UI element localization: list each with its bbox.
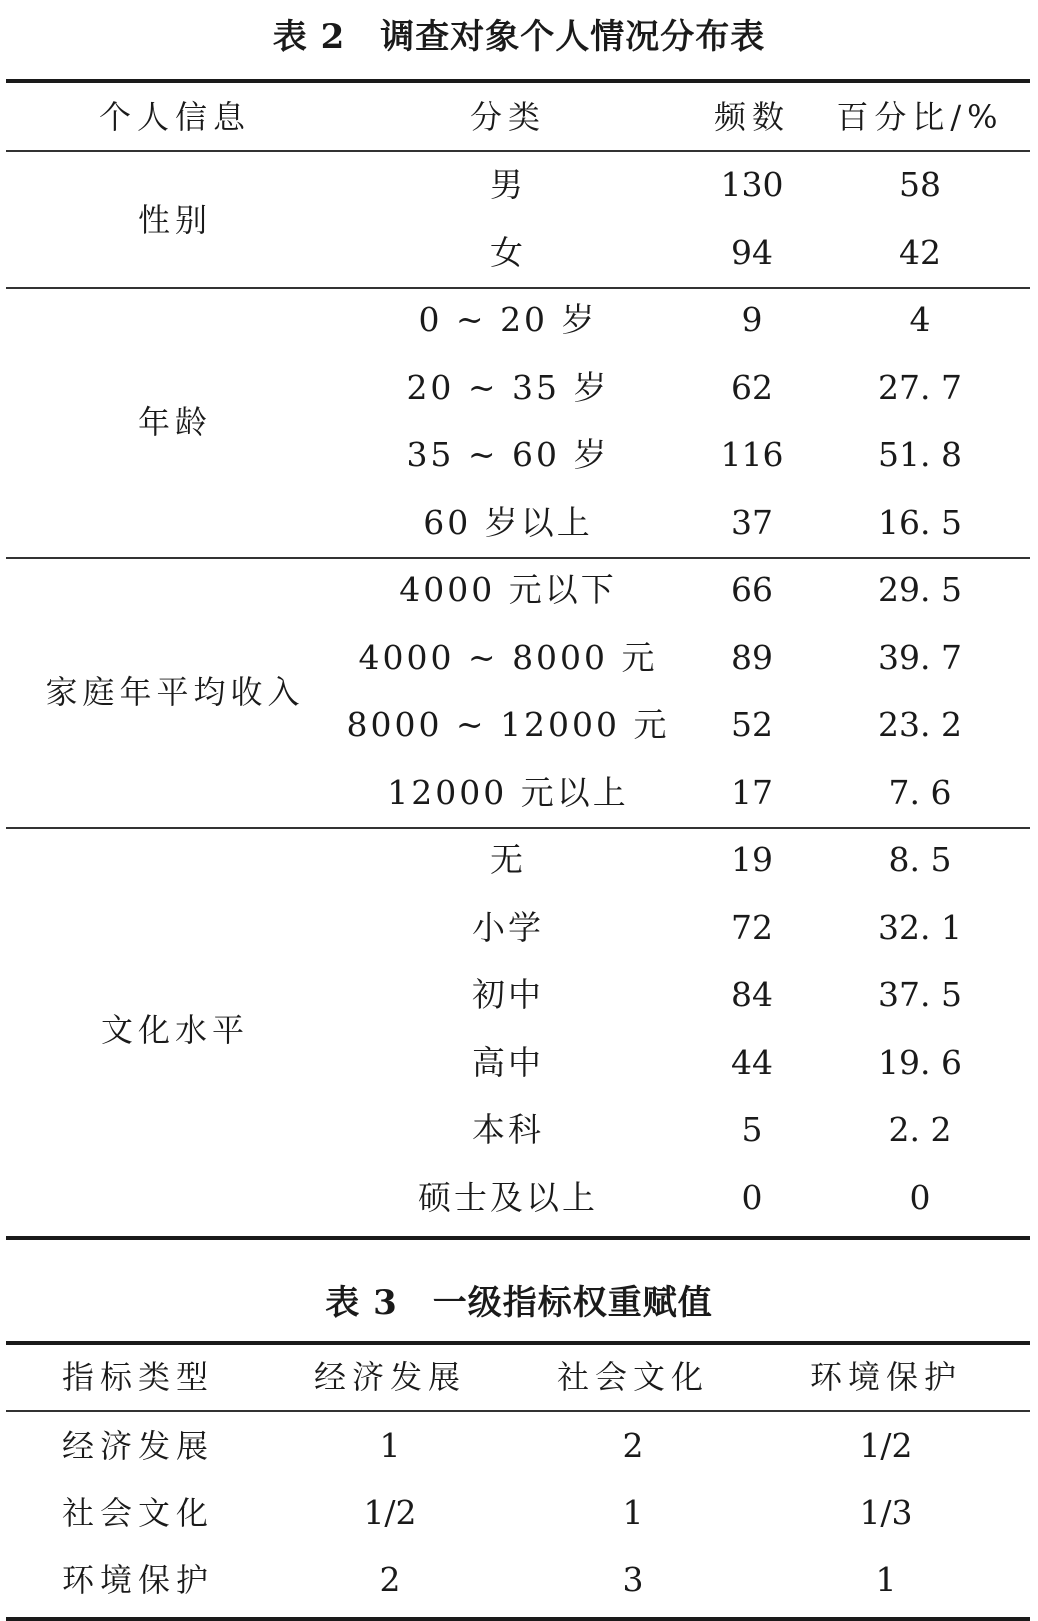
table3-header-rule (6, 1410, 1030, 1412)
table3-title: 表 3 一级指标权重赋值 (325, 1283, 713, 1323)
table-cell-percent: 37. 5 (878, 975, 962, 1014)
table-cell-percent: 51. 8 (878, 435, 962, 474)
header-category: 分类 (469, 98, 546, 136)
table-cell-percent: 23. 2 (878, 705, 962, 744)
table-cell-count: 17 (731, 772, 773, 812)
table2-title: 表 2 调查对象个人情况分布表 (272, 17, 766, 57)
table-cell-category: 60 岁以上 (423, 502, 593, 542)
table-cell-weight: 2 (379, 1560, 401, 1599)
table-cell-count: 116 (720, 435, 784, 474)
table-cell-percent: 29. 5 (878, 570, 962, 609)
table-cell-weight: 1 (622, 1493, 644, 1532)
table-cell-count: 84 (731, 975, 773, 1014)
table-cell-category: 本科 (472, 1110, 544, 1149)
table-cell-category: 女 (490, 232, 526, 272)
table-cell-weight: 1 (379, 1426, 401, 1465)
table-cell-percent: 27. 7 (878, 367, 962, 407)
table-cell-category: 0 ~ 20 岁 (418, 300, 598, 339)
table-cell-category: 4000 ~ 8000 元 (358, 637, 658, 677)
header-environment: 环境保护 (809, 1358, 962, 1396)
row-label: 社会文化 (61, 1494, 214, 1532)
header-frequency: 频数 (713, 98, 790, 136)
table-cell-percent: 39. 7 (878, 637, 962, 677)
table-cell-category: 8000 ~ 12000 元 (346, 705, 670, 744)
table-cell-count: 52 (731, 705, 773, 744)
table-cell-count: 94 (731, 232, 773, 272)
table-cell-percent: 16. 5 (878, 502, 962, 542)
table-cell-category: 20 ~ 35 岁 (406, 367, 610, 407)
header-percent: 百分比/% (836, 98, 1004, 136)
table-cell-percent: 42 (899, 232, 941, 272)
table-cell-category: 4000 元以下 (399, 570, 617, 609)
table-cell-category: 无 (490, 840, 526, 879)
table-cell-category: 小学 (472, 907, 544, 947)
header-indicator-type: 指标类型 (61, 1358, 214, 1396)
table-cell-category: 12000 元以上 (387, 772, 629, 812)
table-cell-category: 硕士及以上 (418, 1177, 598, 1217)
table-cell-category: 男 (490, 165, 526, 204)
table-cell-percent: 7. 6 (888, 772, 952, 812)
table-cell-count: 5 (741, 1110, 763, 1149)
table-cell-percent: 58 (899, 165, 941, 204)
table-cell-count: 44 (731, 1042, 773, 1082)
table-cell-weight: 2 (622, 1426, 644, 1465)
header-personal-info: 个人信息 (98, 98, 251, 136)
table-cell-percent: 2. 2 (888, 1110, 952, 1149)
row-label: 经济发展 (61, 1427, 214, 1465)
table-cell-category: 高中 (472, 1042, 544, 1082)
table-cell-weight: 1/3 (859, 1493, 913, 1532)
table-cell-count: 9 (741, 300, 763, 339)
group-label: 性别 (137, 200, 212, 239)
table-cell-weight: 1/2 (363, 1493, 417, 1532)
header-economic: 经济发展 (313, 1358, 466, 1396)
table-cell-percent: 4 (909, 300, 931, 339)
table-cell-count: 62 (731, 367, 773, 407)
table-cell-weight: 1 (875, 1560, 897, 1599)
table-cell-count: 0 (741, 1177, 763, 1217)
header-social-culture: 社会文化 (556, 1358, 709, 1396)
table-cell-count: 72 (731, 907, 773, 947)
table2-top-rule (6, 79, 1030, 83)
table-cell-count: 66 (731, 570, 773, 609)
table-cell-count: 19 (731, 840, 773, 879)
table-cell-weight: 1/2 (859, 1426, 913, 1465)
row-label: 环境保护 (61, 1561, 214, 1599)
table-cell-category: 初中 (472, 975, 544, 1014)
table-cell-count: 37 (731, 502, 773, 542)
table-cell-percent: 32. 1 (878, 907, 962, 947)
table-cell-percent: 19. 6 (878, 1042, 962, 1082)
table-cell-percent: 0 (909, 1177, 931, 1217)
table3-bottom-rule (6, 1617, 1030, 1621)
table-cell-category: 35 ~ 60 岁 (406, 435, 610, 474)
table-cell-weight: 3 (622, 1560, 644, 1599)
group-label: 家庭年平均收入 (45, 673, 305, 711)
table2-bottom-rule (6, 1236, 1030, 1240)
table-cell-count: 89 (731, 637, 773, 677)
table-cell-count: 130 (720, 165, 784, 204)
group-label: 文化水平 (100, 1010, 249, 1049)
table-cell-percent: 8. 5 (888, 840, 952, 879)
group-label: 年龄 (137, 403, 212, 441)
